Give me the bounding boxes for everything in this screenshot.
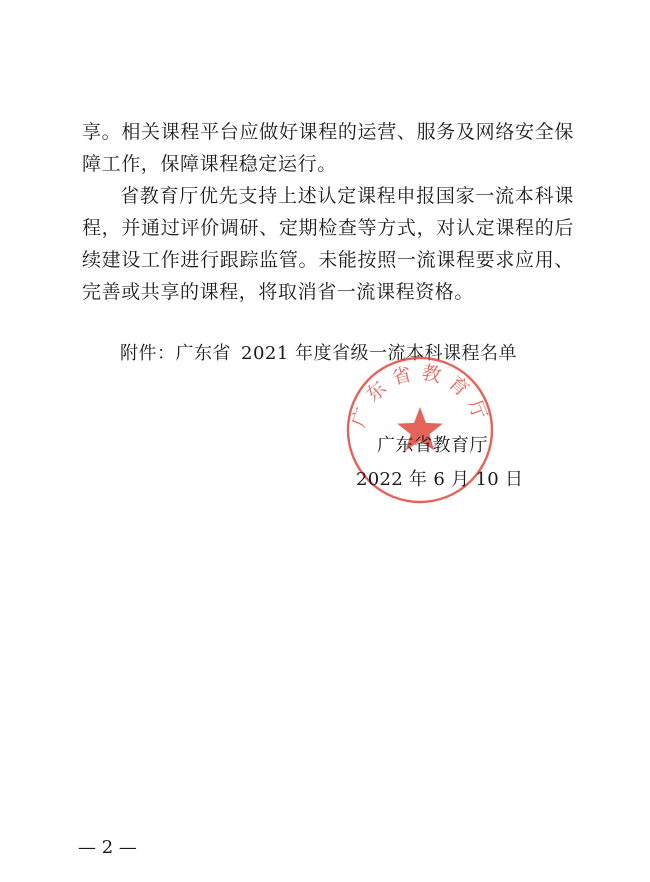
paragraph-2: 省教育厅优先支持上述认定课程申报国家一流本科课程，并通过评价调研、定期检查等方式，对认定课程的后续建设工作进行跟踪监管。未能按照一流课程要求应用、完善或共享的课程，将取消省一流课程资格。	[82, 185, 574, 303]
page-number: — 2 —	[78, 837, 137, 858]
paragraph-1: 享。相关课程平台应做好课程的运营、服务及网络安全保障工作，保障课程稳定运行。	[82, 121, 574, 175]
signature-date: 2022 年 6 月 10 日	[356, 469, 524, 490]
attachment-title: 2021 年度省级一流本科课程名单	[241, 343, 518, 364]
attachment-label: 附件：广东省	[120, 343, 231, 364]
seal-text: 广东省教育厅	[347, 361, 494, 431]
signature-organization: 广东省教育厅	[377, 435, 488, 456]
